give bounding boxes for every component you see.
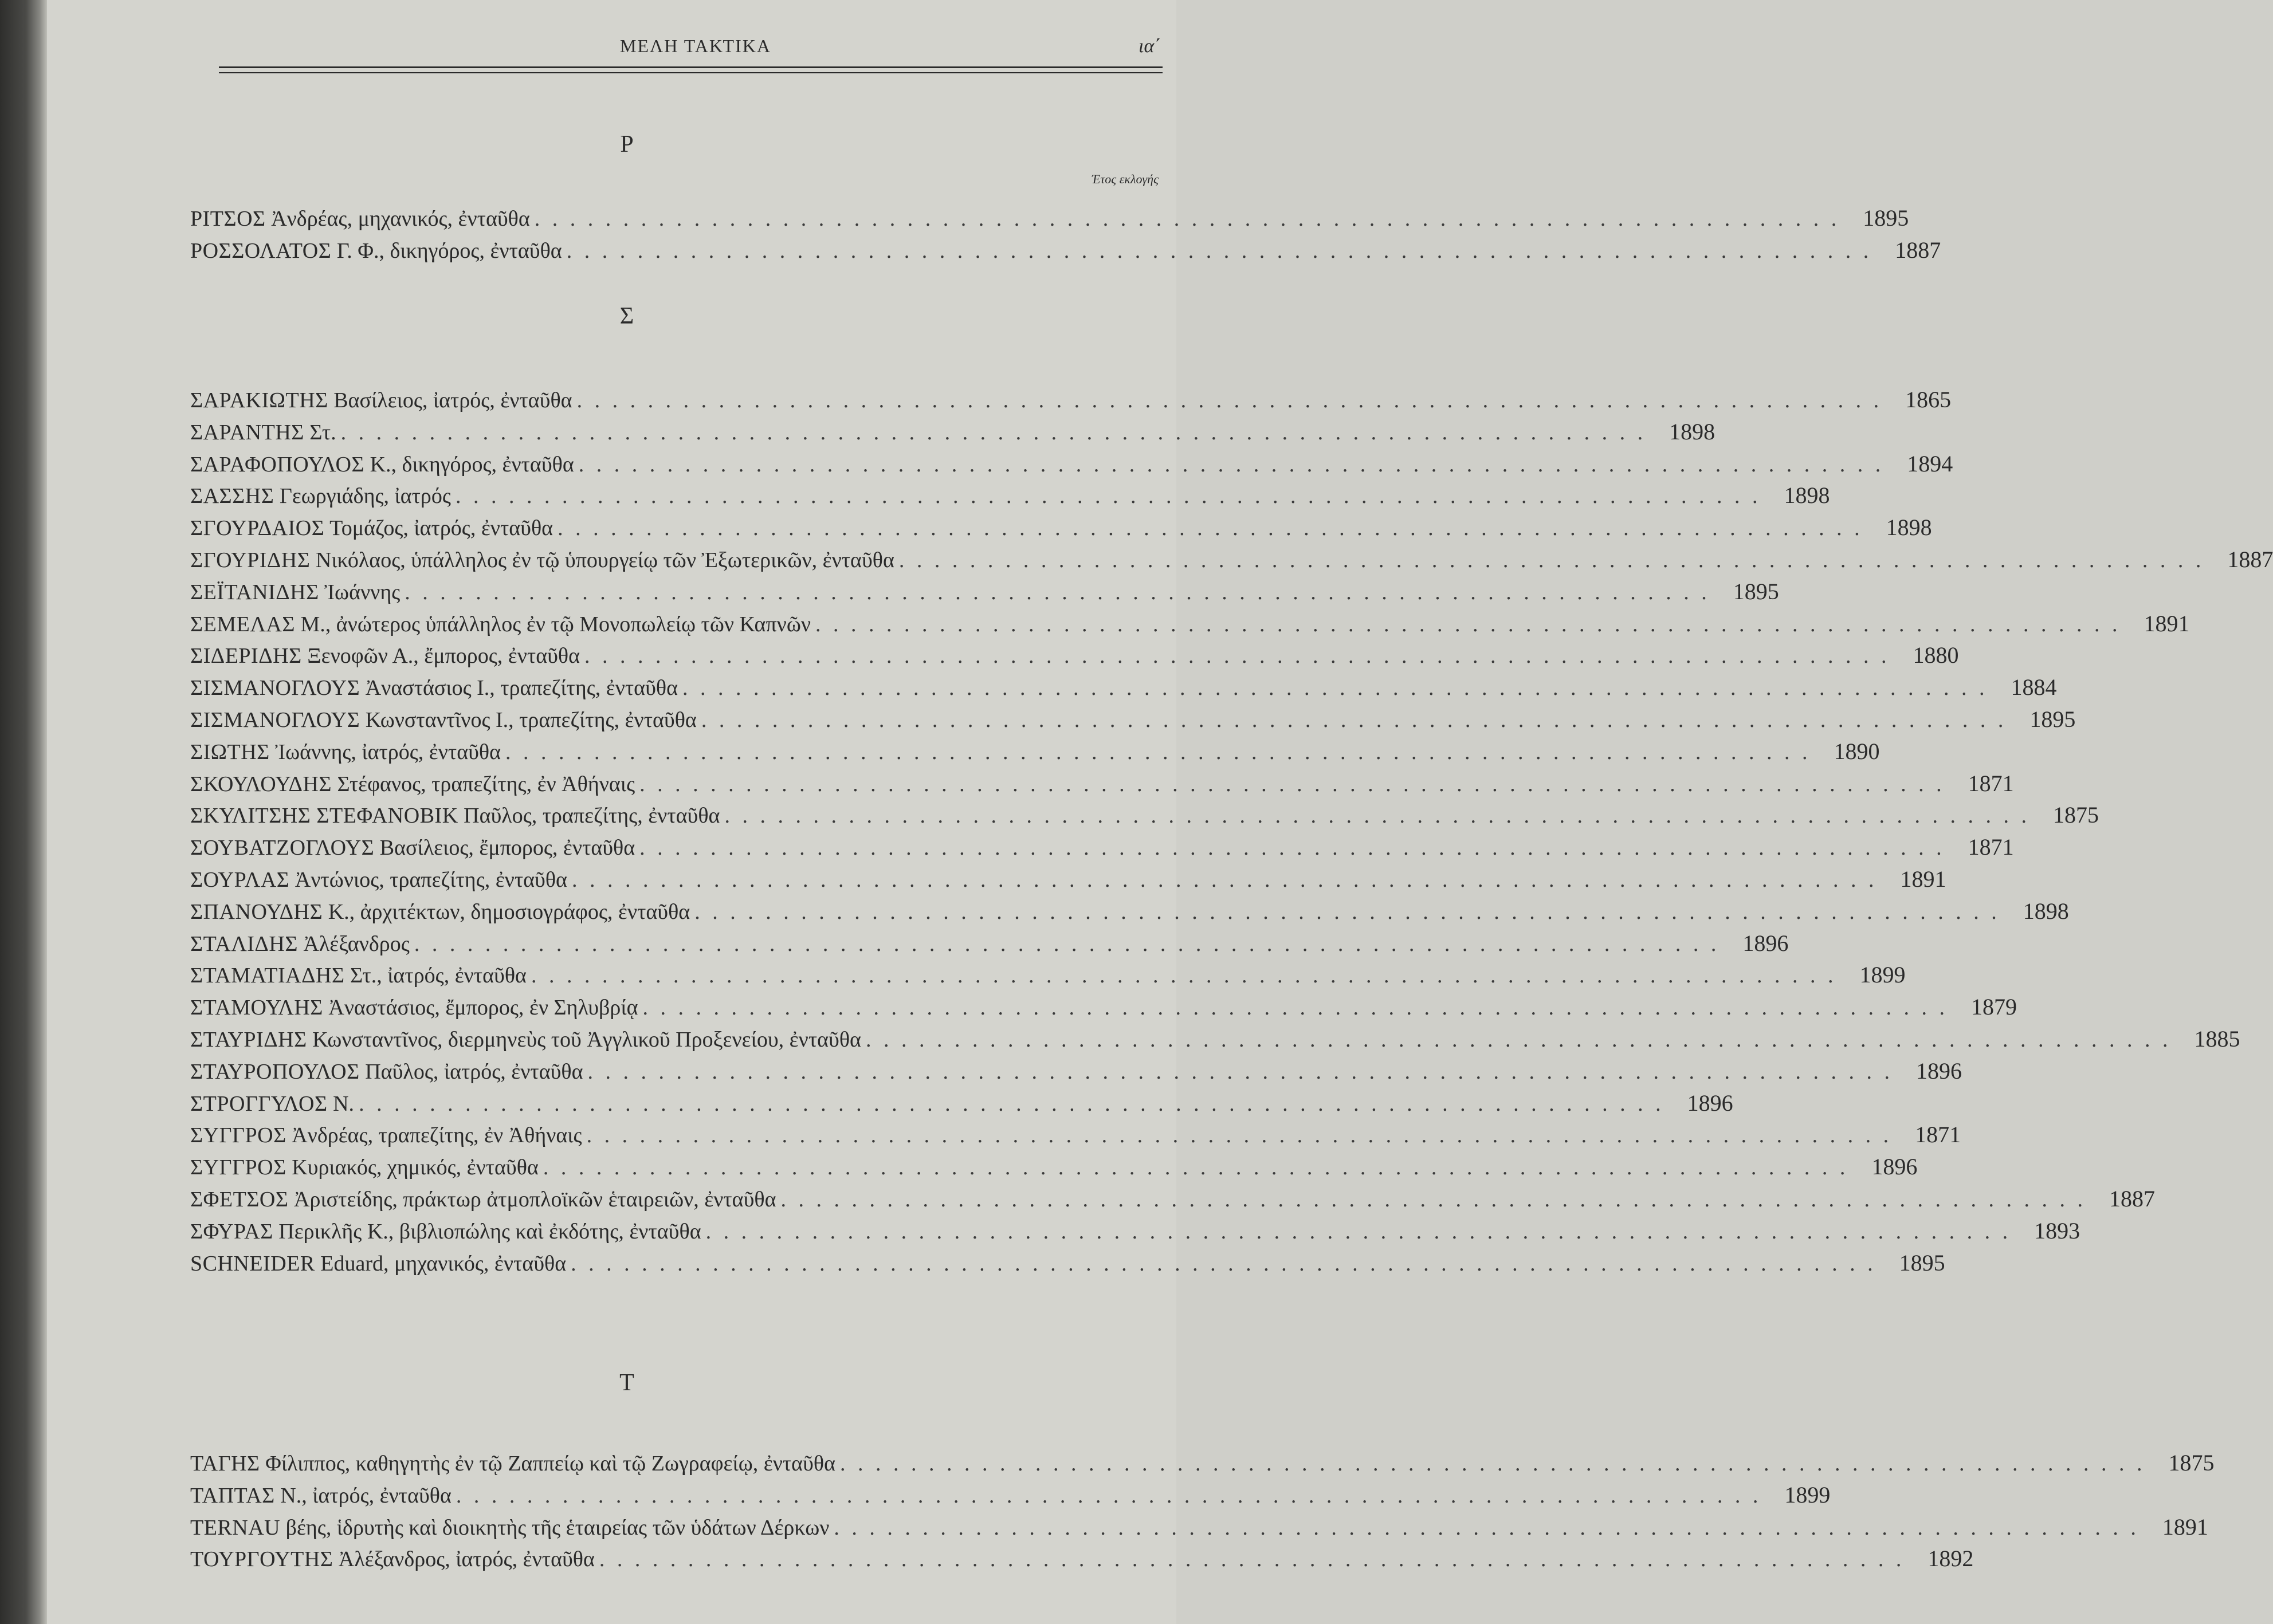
election-year: 1887 <box>1895 237 1941 263</box>
member-details: Ν., ἰατρός, ἐνταῦθα <box>280 1484 452 1508</box>
book-spine-shadow <box>0 0 47 1624</box>
member-entry <box>190 1248 1945 1278</box>
member-surname: ΣΦΕΤΣΟΣ <box>190 1187 289 1212</box>
member-details: Γ. Φ., δικηγόρος, ἐνταῦθα <box>336 239 562 263</box>
member-entry <box>190 513 1932 542</box>
entry-text <box>190 641 580 671</box>
member-details: Ἀριστείδης, πράκτωρ ἀτμοπλοϊκῶν ἑταιρειῶν, ἐνταῦθα <box>294 1187 776 1212</box>
member-entry <box>190 1184 2156 1214</box>
member-entry <box>190 1152 1918 1182</box>
entry-text <box>190 737 501 767</box>
dot-leader <box>574 450 1885 479</box>
member-details: Ἀνδρέας, τραπεζίτης, ἐν Ἀθήναις <box>292 1123 582 1147</box>
dot-leader <box>635 769 1945 799</box>
section-letter-sigma: Σ <box>619 303 634 329</box>
entry-text <box>190 610 811 639</box>
member-surname: ΣΓΟΥΡΙΔΗΣ <box>190 548 311 572</box>
entry-text <box>190 1249 566 1279</box>
entry-text <box>190 801 720 831</box>
election-year: 1887 <box>2109 1186 2156 1212</box>
entry-text <box>190 418 336 447</box>
member-details: Φίλιππος, καθηγητὴς ἐν τῷ Ζαππείῳ καὶ τῷ Ζωγραφείῳ, ἐνταῦθα <box>265 1452 835 1476</box>
election-year: 1898 <box>1669 419 1715 445</box>
member-entry <box>190 800 2099 830</box>
member-surname: ΣΥΓΓΡΟΣ <box>190 1123 286 1147</box>
dot-leader <box>567 865 1878 895</box>
member-entry <box>190 1056 1962 1086</box>
member-entry <box>190 577 1779 607</box>
member-surname: TERNAU <box>190 1516 281 1540</box>
member-details: Παῦλος, τραπεζίτης, ἐνταῦθα <box>464 804 720 828</box>
election-year: 1896 <box>1871 1154 1918 1179</box>
dot-leader <box>527 961 1837 990</box>
member-surname: ΣΤΡΟΓΓΥΛΟΣ <box>190 1092 328 1116</box>
member-entry <box>190 609 2190 639</box>
member-surname: ΣΤΑΥΡΟΠΟΥΛΟΣ <box>190 1060 360 1084</box>
election-year: 1895 <box>1899 1250 1945 1276</box>
entry-text <box>190 705 697 735</box>
dot-leader <box>811 610 2121 639</box>
dot-leader <box>400 577 1710 607</box>
member-entry <box>190 1088 1733 1118</box>
member-details: Ἰωάννης <box>324 580 401 604</box>
member-details: Ξενοφῶν Α., ἔμπορος, ἐνταῦθα <box>307 644 580 668</box>
entry-text <box>190 769 635 799</box>
member-entry <box>190 896 2069 926</box>
member-entry <box>190 481 1830 510</box>
dot-leader <box>595 1544 1905 1574</box>
member-details: Βασίλειος, ἰατρός, ἐνταῦθα <box>333 388 572 412</box>
member-entry <box>190 417 1715 447</box>
dot-leader <box>501 737 1811 767</box>
member-entry <box>190 992 2017 1022</box>
member-entry <box>190 1216 2080 1246</box>
member-details: Κωνσταντῖνος Ι., τραπεζίτης, ἐνταῦθα <box>365 708 697 732</box>
member-details: Κ., ἀρχιτέκτων, δημοσιογράφος, ἐνταῦθα <box>328 900 690 924</box>
entry-text <box>190 1057 583 1087</box>
election-year: 1891 <box>2162 1514 2208 1540</box>
member-entry <box>190 864 1946 894</box>
member-surname: ΣΑΣΣΗΣ <box>190 484 274 508</box>
dot-leader <box>894 545 2205 575</box>
member-entry <box>190 1024 2240 1054</box>
dot-leader <box>835 1449 2146 1478</box>
member-details: Κωνσταντῖνος, διερμηνεὺς τοῦ Ἀγγλικοῦ Προξενείου, ἐνταῦθα <box>312 1028 861 1052</box>
dot-leader <box>697 705 2007 735</box>
election-year: 1884 <box>2011 674 2057 700</box>
election-year: 1875 <box>2168 1450 2215 1476</box>
election-year: 1895 <box>2029 706 2076 732</box>
member-surname: ΤΑΓΗΣ <box>190 1452 260 1476</box>
member-details: Κ., δικηγόρος, ἐνταῦθα <box>370 453 574 477</box>
member-entry <box>190 385 1952 415</box>
dot-leader <box>776 1185 2087 1214</box>
entry-text <box>190 1120 582 1150</box>
entry-text <box>190 386 572 415</box>
election-year: 1895 <box>1733 579 1779 604</box>
running-head: ΜΕΛΗ ΤΑΚΤΙΚΑ <box>620 36 771 56</box>
member-surname: ΣΦΥΡΑΣ <box>190 1220 273 1244</box>
election-year: 1896 <box>1687 1090 1733 1116</box>
member-surname: ΣΚΟΥΛΟΥΔΗΣ <box>190 772 332 796</box>
dot-leader <box>690 897 2000 927</box>
member-surname: ΡΟΣΣΟΛΑΤΟΣ <box>190 239 332 263</box>
member-details: Ν. <box>333 1092 355 1116</box>
entry-text <box>190 1217 701 1246</box>
member-entry <box>190 640 1959 670</box>
member-entry <box>190 960 1906 990</box>
dot-leader <box>410 929 1720 959</box>
election-year: 1871 <box>1915 1122 1961 1147</box>
entry-text <box>190 577 400 607</box>
election-year: 1891 <box>2144 611 2190 636</box>
election-year: 1871 <box>1968 834 2014 860</box>
entry-text <box>190 1153 539 1182</box>
member-surname: ΣΑΡΑΦΟΠΟΥΛΟΣ <box>190 453 365 477</box>
election-year: 1891 <box>1900 866 1946 892</box>
election-year: 1895 <box>1863 205 1909 231</box>
member-surname: ΣΙΩΤΗΣ <box>190 740 270 764</box>
member-details: Ἀλέξανδρος, ἰατρός, ἐνταῦθα <box>338 1547 595 1571</box>
dot-leader <box>701 1217 2012 1246</box>
member-entry <box>190 832 2014 862</box>
page <box>47 0 2273 1624</box>
member-details: Βασίλειος, ἔμπορος, ἐνταῦθα <box>379 836 635 860</box>
entry-text <box>190 1481 452 1511</box>
member-surname: ΣΙΣΜΑΝΟΓΛΟΥΣ <box>190 676 360 700</box>
member-entry <box>190 545 2273 575</box>
member-entry <box>190 929 1789 958</box>
member-details: Μ., ἀνώτερος ὑπάλληλος ἐν τῷ Μονοπωλείῳ τῶν Καπνῶν <box>300 612 811 636</box>
entry-text <box>190 833 635 863</box>
election-year: 1898 <box>1886 514 1932 540</box>
member-surname: ΣΑΡΑΝΤΗΣ <box>190 420 304 445</box>
member-entry <box>190 1448 2215 1478</box>
member-surname: SCHNEIDER <box>190 1252 315 1276</box>
member-details: Κυριακός, χημικός, ἐνταῦθα <box>292 1155 539 1179</box>
election-year: 1899 <box>1784 1482 1831 1508</box>
member-surname: ΣΤΑΜΟΥΛΗΣ <box>190 996 323 1020</box>
dot-leader <box>530 204 1840 234</box>
member-entry <box>190 203 1909 233</box>
dot-leader <box>580 641 1890 671</box>
member-entry <box>190 449 1953 479</box>
entry-text <box>190 450 574 479</box>
member-surname: ΣΠΑΝΟΥΔΗΣ <box>190 900 323 924</box>
dot-leader <box>539 1153 1849 1182</box>
entry-text <box>190 1089 354 1119</box>
entry-text <box>190 481 451 511</box>
member-details: Ἀναστάσιος Ι., τραπεζίτης, ἐνταῦθα <box>365 676 678 700</box>
entry-text <box>190 1449 835 1478</box>
dot-leader <box>562 236 1872 266</box>
election-year: 1898 <box>2023 898 2069 924</box>
section-letter-rho: Ρ <box>620 131 634 158</box>
election-year: 1893 <box>2034 1218 2080 1244</box>
member-details: Eduard, μηχανικός, ἐνταῦθα <box>320 1252 567 1276</box>
member-entry <box>190 673 2057 702</box>
year-column-header: Έτος εκλογής <box>1092 172 1159 186</box>
member-details: Στ., ἰατρός, ἐνταῦθα <box>350 964 527 988</box>
entry-text <box>190 204 530 234</box>
dot-leader <box>583 1057 1894 1087</box>
member-details: Τομάζος, ἰατρός, ἐνταῦθα <box>329 516 553 540</box>
dot-leader <box>572 386 1883 415</box>
member-surname: ΣΕΪΤΑΝΙΔΗΣ <box>190 580 319 604</box>
election-year: 1896 <box>1916 1058 1962 1084</box>
member-details: Νικόλαος, ὑπάλληλος ἐν τῷ ὑπουργείῳ τῶν Ἐξωτερικῶν, ἐνταῦθα <box>315 548 894 572</box>
dot-leader <box>553 513 1863 543</box>
member-surname: ΣΟΥΒΑΤΖΟΓΛΟΥΣ <box>190 836 375 860</box>
member-surname: ΤΟΥΡΓΟΥΤΗΣ <box>190 1547 333 1571</box>
member-entry <box>190 1512 2208 1542</box>
member-surname: ΡΙΤΣΟΣ <box>190 207 266 231</box>
election-year: 1875 <box>2052 802 2099 828</box>
member-surname: ΣΤΑΛΙΔΗΣ <box>190 932 298 956</box>
election-year: 1865 <box>1905 387 1952 412</box>
entry-text <box>190 897 690 927</box>
entry-text <box>190 1025 861 1055</box>
member-surname: ΣΙΣΜΑΝΟΓΛΟΥΣ <box>190 708 360 732</box>
member-list <box>47 0 2273 1624</box>
member-surname: ΣΤΑΜΑΤΙΑΔΗΣ <box>190 964 345 988</box>
election-year: 1885 <box>2194 1026 2240 1052</box>
page-number: ια΄ <box>1139 36 1161 57</box>
member-entry <box>190 235 1941 265</box>
election-year: 1898 <box>1784 482 1830 508</box>
election-year: 1892 <box>1927 1546 1974 1571</box>
election-year: 1879 <box>1970 994 2017 1020</box>
dot-leader <box>720 801 2030 831</box>
election-year: 1894 <box>1907 451 1953 477</box>
member-entry <box>190 737 1880 766</box>
member-details: Ἀλέξανδρος <box>303 932 410 956</box>
dot-leader <box>861 1025 2172 1055</box>
member-surname: ΣΚΥΛΙΤΣΗΣ ΣΤΕΦΑΝΟΒΙΚ <box>190 804 458 828</box>
dot-leader <box>638 993 1948 1023</box>
dot-leader <box>354 1089 1664 1119</box>
entry-text <box>190 993 638 1023</box>
member-entry <box>190 1544 1974 1574</box>
member-details: Ἀνδρέας, μηχανικός, ἐνταῦθα <box>271 207 530 231</box>
entry-text <box>190 929 410 959</box>
member-details: Περικλῆς Κ., βιβλιοπώλης καὶ ἐκδότης, ἐνταῦθα <box>278 1220 701 1244</box>
dot-leader <box>566 1249 1876 1279</box>
member-surname: ΣΙΔΕΡΙΔΗΣ <box>190 644 302 668</box>
election-year: 1899 <box>1859 962 1906 988</box>
member-surname: ΣΓΟΥΡΔΑΙΟΣ <box>190 516 325 540</box>
member-details: Γεωργιάδης, ἰατρός <box>279 484 451 508</box>
entry-text <box>190 513 553 543</box>
member-details: Ἀντώνιος, τραπεζίτης, ἐνταῦθα <box>295 868 567 892</box>
dot-leader <box>678 673 1988 703</box>
election-year: 1880 <box>1913 642 1959 668</box>
entry-text <box>190 1544 595 1574</box>
member-surname: ΣΤΑΥΡΙΔΗΣ <box>190 1028 307 1052</box>
dot-leader <box>582 1120 1893 1150</box>
member-entry <box>190 769 2014 799</box>
election-year: 1887 <box>2227 546 2273 572</box>
entry-text <box>190 865 567 895</box>
dot-leader <box>451 481 1761 511</box>
member-surname: ΣΟΥΡΛΑΣ <box>190 868 290 892</box>
entry-text <box>190 236 562 266</box>
member-surname: ΣΑΡΑΚΙΩΤΗΣ <box>190 388 328 412</box>
member-details: Ἰωάννης, ἰατρός, ἐνταῦθα <box>275 740 501 764</box>
member-details: βέης, ἱδρυτὴς καὶ διοικητὴς τῆς ἑταιρείας τῶν ὑδάτων Δέρκων <box>285 1516 830 1540</box>
election-year: 1890 <box>1834 738 1880 764</box>
member-entry <box>190 1120 1961 1150</box>
member-surname: ΣΕΜΕΛΑΣ <box>190 612 295 636</box>
member-entry <box>190 1480 1831 1510</box>
member-surname: ΤΑΠΤΑΣ <box>190 1484 275 1508</box>
dot-leader <box>452 1481 1762 1511</box>
dot-leader <box>829 1513 2139 1543</box>
entry-text <box>190 1513 829 1543</box>
member-entry <box>190 705 2076 734</box>
member-details: Παῦλος, ἰατρός, ἐνταῦθα <box>365 1060 583 1084</box>
section-letter-tau: Τ <box>619 1370 634 1396</box>
entry-text <box>190 545 894 575</box>
member-details: Ἀναστάσιος, ἔμπορος, ἐν Σηλυβρίᾳ <box>328 996 638 1020</box>
member-details: Στ. <box>309 420 336 445</box>
member-surname: ΣΥΓΓΡΟΣ <box>190 1155 286 1179</box>
entry-text <box>190 673 678 703</box>
entry-text <box>190 1185 776 1214</box>
election-year: 1896 <box>1742 930 1789 956</box>
dot-leader <box>336 418 1647 447</box>
dot-leader <box>635 833 1945 863</box>
election-year: 1871 <box>1968 770 2014 796</box>
member-details: Στέφανος, τραπεζίτης, ἐν Ἀθήναις <box>337 772 635 796</box>
entry-text <box>190 961 527 990</box>
